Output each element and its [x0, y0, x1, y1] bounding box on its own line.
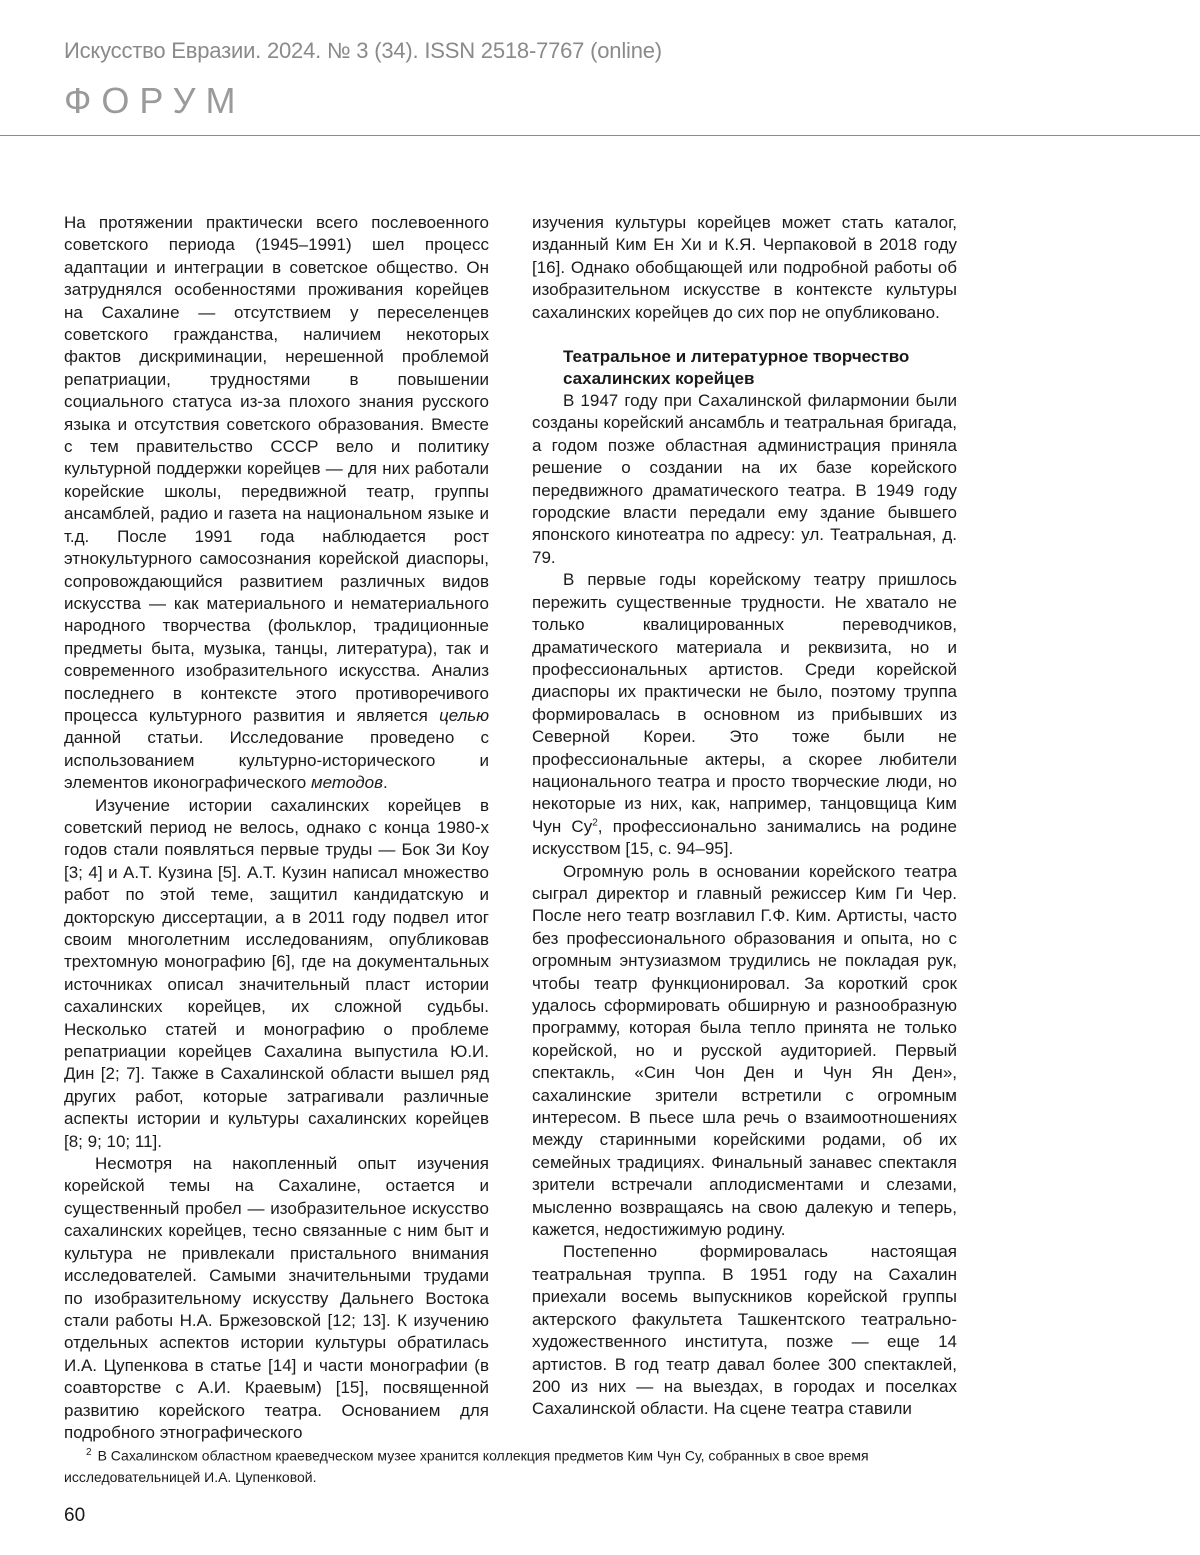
- paragraph-text: В первые годы корейскому театру пришлось пережить существенные трудности. Не хватало не только квалицированных переводчиков, драматического материала и реквизита, но и профессиональных артистов. Среди корейской диаспоры их практически не было, поэтому труппа формировалась в основном из прибывших из Северной Кореи. Это тоже были не профессиональные актеры, а скорее любители национального театра и просто творческие люди, но некоторые из них, как, например, танцовщица Ким Чун Су: [532, 570, 957, 836]
- paragraph-text: , профессионально занимались на родине искусством [15, с. 94–95].: [532, 816, 958, 859]
- section-title: ФОРУМ: [64, 80, 246, 121]
- header-divider: [0, 135, 1200, 136]
- footnote-mark: 2: [86, 1447, 92, 1458]
- paragraph: В 1947 году при Сахалинской филармонии были созданы корейский ансамбль и театральная бригада, а годом позже областная администрация приняла решение о создании на их базе корейского передвижного драматического театра. В 1949 году городские власти передали ему здание бывшего японского кинотеатра по адресу: ул. Театральная, д. 79.: [532, 391, 957, 567]
- footnote-reference: 2: [592, 817, 598, 829]
- paragraph-text: данной статьи. Исследование проведено с использованием культурно-исторического и элементов иконографического: [64, 728, 489, 793]
- section-heading: [532, 346, 957, 390]
- paragraph: Изучение истории сахалинских корейцев в советский период не велось, однако с конца 1980-х годов стали появляться первые труды — Бок Зи Коу [3; 4] и А.Т. Кузина [5]. А.Т. Кузин написал множество работ по этой теме, защитил кандидатскую и докторскую диссертации, а в 2011 году подвел итог своим многолетним исследованиям, опубликовав трехтомную монографию [6], где на документальных источниках описал значительный пласт истории сахалинских корейцев, их сложной судьбы. Несколько статей и монографию о проблеме репатриации корейцев Сахалина выпустила Ю.И. Дин [2; 7]. Также в Сахалинской области вышел ряд других работ, которые затрагивали различные аспекты истории и культуры сахалинских корейцев [8; 9; 10; 11].: [64, 795, 489, 1151]
- paragraph: изучения культуры корейцев может стать каталог, изданный Ким Ен Хи и К.Я. Черпаковой в 2018 году [16]. Однако обобщающей или подробной работы об изобразительном искусстве в контексте культуры сахалинских корейцев до сих пор не опубликовано.: [532, 213, 957, 322]
- paragraph-text: .: [383, 773, 388, 793]
- right-column: [532, 212, 957, 1421]
- journal-title: Искусство Евразии. 2024. № 3 (34). ISSN 2518-7767 (online): [64, 38, 662, 63]
- paragraph: Несмотря на накопленный опыт изучения корейской темы на Сахалине, остается и существенный пробел — изобразительное искусство сахалинских корейцев, тесно связанные с ним быт и культура не привлекали пристального внимания исследователей. Самыми значительными трудами по изобразительному искусству Дальнего Востока стали работы Н.А. Бржезовской [12; 13]. К изучению отдельных аспектов истории культуры обратилась И.А. Цупенкова в статье [14] и части монографии (в соавторстве с А.И. Краевым) [15], посвященной развитию корейского театра. Основанием для подробного этнографического: [64, 1154, 489, 1442]
- heading-line: сахалинских корейцев: [563, 369, 755, 389]
- page-number: 60: [64, 1505, 86, 1526]
- emphasis-text: методов: [310, 773, 384, 793]
- footnote-text: В Сахалинском областном краеведческом музее хранится коллекция предметов Ким Чун Су, собранных в свое время исследовательницей И.А. Цупенковой.: [64, 1447, 869, 1485]
- heading-line: Театральное и литературное творчество: [563, 347, 910, 367]
- footnote: [64, 1442, 964, 1488]
- emphasis-text: целью: [439, 705, 489, 725]
- paragraph: [532, 569, 957, 860]
- left-column: [64, 212, 489, 1444]
- paragraph-text: На протяжении практически всего послевоенного советского периода (1945–1991) шел процесс адаптации и интеграции в советское общество. Он затруднялся особенностями проживания корейцев на Сахалине — отсутствием у переселенцев советского гражданства, наличием некоторых фактов дискриминации, нерешенной проблемой репатриации, трудностями в повышении социального статуса из-за плохого знания русского языка и отсутствия советского образования. Вместе с тем правительство СССР вело и политику культурной поддержки корейцев — для них работали корейские школы, передвижной театр, группы ансамблей, радио и газета на национальном языке и т.д. После 1991 года наблюдается рост этнокультурного самосознания корейской диаспоры, сопровождающийся развитием различных видов искусства — как материального и нематериального народного творчества (фольклор, традиционные предметы быта, музыка, танцы, литература), так и современного изобразительного искусства. Анализ последнего в контексте этого противоречивого процесса культурного развития и является: [64, 213, 489, 725]
- paragraph: Огромную роль в основании корейского театра сыграл директор и главный режиссер Ким Ги Чер. После него театр возглавил Г.Ф. Ким. Артисты, часто без профессионального образования и опыта, но с огромным энтузиазмом трудились не покладая рук, чтобы театр функционировал. За короткий срок удалось сформировать обширную и разнообразную программу, которая была тепло принята не только корейской, но и русской аудиторией. Первый спектакль, «Син Чон Ден и Чун Ян Ден», сахалинские зрители встретили с огромным интересом. В пьесе шла речь о взаимоотношениях между старинными корейскими родами, об их семейных традициях. Финальный занавес спектакля зрители встречали аплодисментами и слезами, мысленно возвращаясь на свою далекую и теперь, кажется, недостижимую родину.: [532, 861, 957, 1240]
- paragraph: Постепенно формировалась настоящая театральная труппа. В 1951 году на Сахалин приехали восемь выпускников корейской группы актерского факультета Ташкентского театрально-художественного института, позже — еще 14 артистов. В год театр давал более 300 спектаклей, 200 из них — на выездах, в городах и поселках Сахалинской области. На сцене театра ставили: [532, 1242, 957, 1419]
- paragraph: [64, 212, 489, 795]
